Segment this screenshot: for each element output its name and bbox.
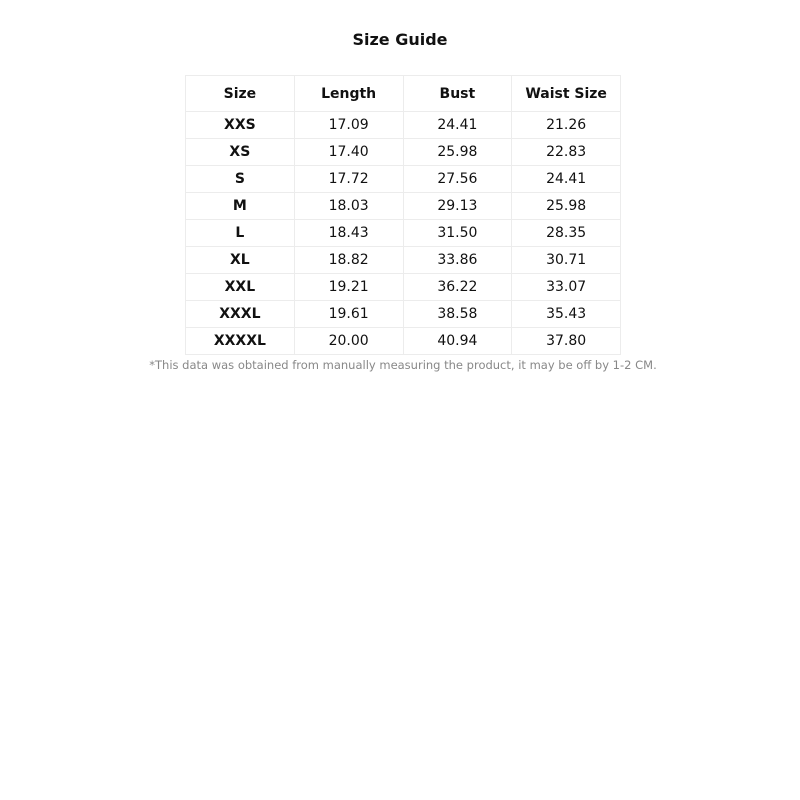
table-row (186, 139, 621, 166)
waist-size-cell: 35.43 (512, 301, 621, 328)
size-cell: XS (186, 139, 295, 166)
table-row (186, 247, 621, 274)
table-row (186, 166, 621, 193)
page-title: Size Guide (352, 30, 448, 49)
size-cell: XL (186, 247, 295, 274)
bust-cell: 29.13 (403, 193, 512, 220)
waist-size-cell: 37.80 (512, 328, 621, 355)
size-cell: S (186, 166, 295, 193)
waist-size-cell: 22.83 (512, 139, 621, 166)
length-cell: 18.82 (294, 247, 403, 274)
size-cell: XXXXL (186, 328, 295, 355)
bust-cell: 25.98 (403, 139, 512, 166)
waist-size-cell: 28.35 (512, 220, 621, 247)
column-header-length: Length (294, 76, 403, 112)
length-cell: 17.72 (294, 166, 403, 193)
table-row (186, 112, 621, 139)
bust-cell: 31.50 (403, 220, 512, 247)
length-cell: 17.09 (294, 112, 403, 139)
size-guide-table (185, 75, 621, 355)
bust-cell: 27.56 (403, 166, 512, 193)
table-row (186, 301, 621, 328)
size-cell: XXS (186, 112, 295, 139)
column-header-bust: Bust (403, 76, 512, 112)
size-cell: XXXL (186, 301, 295, 328)
length-cell: 18.43 (294, 220, 403, 247)
table-row (186, 220, 621, 247)
column-header-size: Size (186, 76, 295, 112)
waist-size-cell: 25.98 (512, 193, 621, 220)
table-row (186, 328, 621, 355)
length-cell: 17.40 (294, 139, 403, 166)
table-header-row (186, 76, 621, 112)
length-cell: 19.61 (294, 301, 403, 328)
size-cell: M (186, 193, 295, 220)
bust-cell: 36.22 (403, 274, 512, 301)
waist-size-cell: 24.41 (512, 166, 621, 193)
length-cell: 18.03 (294, 193, 403, 220)
table-row (186, 193, 621, 220)
size-cell: XXL (186, 274, 295, 301)
waist-size-cell: 33.07 (512, 274, 621, 301)
size-cell: L (186, 220, 295, 247)
length-cell: 20.00 (294, 328, 403, 355)
measurement-note: *This data was obtained from manually measuring the product, it may be off by 1-2 CM. (149, 358, 657, 372)
column-header-waist-size: Waist Size (512, 76, 621, 112)
bust-cell: 38.58 (403, 301, 512, 328)
waist-size-cell: 30.71 (512, 247, 621, 274)
bust-cell: 33.86 (403, 247, 512, 274)
length-cell: 19.21 (294, 274, 403, 301)
bust-cell: 40.94 (403, 328, 512, 355)
bust-cell: 24.41 (403, 112, 512, 139)
table-row (186, 274, 621, 301)
waist-size-cell: 21.26 (512, 112, 621, 139)
